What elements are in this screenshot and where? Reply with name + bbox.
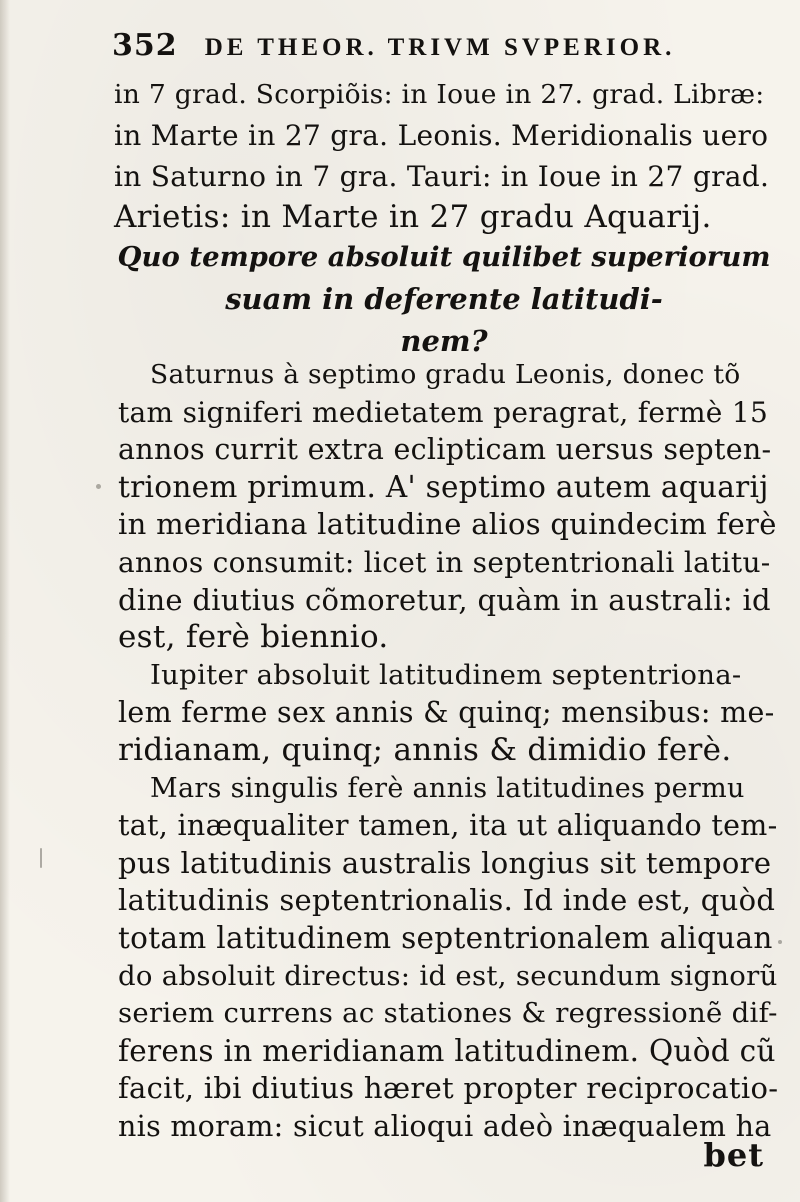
ink-speck (778, 940, 782, 944)
catchword: bet (703, 1136, 764, 1174)
ink-speck (96, 484, 101, 489)
text-line: in Marte in 27 gra. Leonis. Meridionalis uero (114, 119, 769, 152)
text-line: ferens in meridianam latitudinem. Quòd cũ (118, 1033, 776, 1068)
running-head (112, 28, 676, 68)
text-line: latitudinis septentrionalis. Id inde est, quòd (118, 883, 776, 918)
running-title: DE THEOR. TRIVM SVPERIOR. (204, 34, 676, 61)
section-heading (114, 236, 774, 362)
text-line: dine diutius cõmoretur, quàm in australi: id (118, 582, 771, 617)
text-line: Saturnus à septimo gradu Leonis, donec tõ (150, 359, 741, 390)
text-line: Mars singulis ferè annis latitudines permu (150, 772, 745, 804)
text-line: annos currit extra eclipticam uersus septen- (118, 433, 772, 467)
text-line: pus latitudinis australis longius sit tempore (118, 845, 772, 880)
page-gutter-shadow (0, 0, 10, 1202)
text-line: seriem currens ac stationes & regressionẽ dif- (118, 997, 778, 1030)
text-line: est, ferè biennio. (118, 619, 389, 656)
text-line: Arietis: in Marte in 27 gradu Aquarij. (114, 199, 712, 235)
text-line: annos consumit: licet in septentrionali latitu- (118, 545, 771, 579)
opening-paragraph (114, 74, 774, 238)
text-line: lem ferme sex annis & quinq; mensibus: me- (118, 696, 775, 730)
text-line: do absoluit directus: id est, secundum signorũ (118, 959, 778, 992)
text-line: Iupiter absoluit latitudinem septentriona- (150, 658, 742, 691)
text-line: in meridiana latitudine alios quindecim ferè (118, 507, 777, 542)
text-line: in Saturno in 7 gra. Tauri: in Ioue in 27 grad. (114, 160, 770, 193)
text-line: nis moram: sicut alioqui adeò inæqualem ha (118, 1109, 772, 1143)
ink-speck (40, 848, 42, 868)
heading-line: Quo tempore absoluit quilibet superiorum (117, 241, 771, 273)
page-number: 352 (112, 28, 178, 63)
text-line: totam latitudinem septentrionalem aliquan (118, 920, 773, 955)
body-text (118, 356, 778, 1145)
text-line: trionem primum. A' septimo autem aquarij (118, 469, 769, 504)
text-line: tat, inæqualiter tamen, ita ut aliquando tem- (118, 809, 778, 843)
text-line: ridianam, quinq; annis & dimidio ferè. (118, 731, 732, 768)
text-line: facit, ibi diutius hæret propter reciprocatio- (118, 1071, 779, 1106)
heading-line: suam in deferente latitudi- (225, 282, 663, 316)
text-line: in 7 grad. Scorpiõis: in Ioue in 27. grad. Libræ: (114, 79, 765, 110)
heading-line: nem? (400, 324, 488, 358)
text-line: tam signiferi medietatem peragrat, fermè 15 (118, 395, 769, 429)
